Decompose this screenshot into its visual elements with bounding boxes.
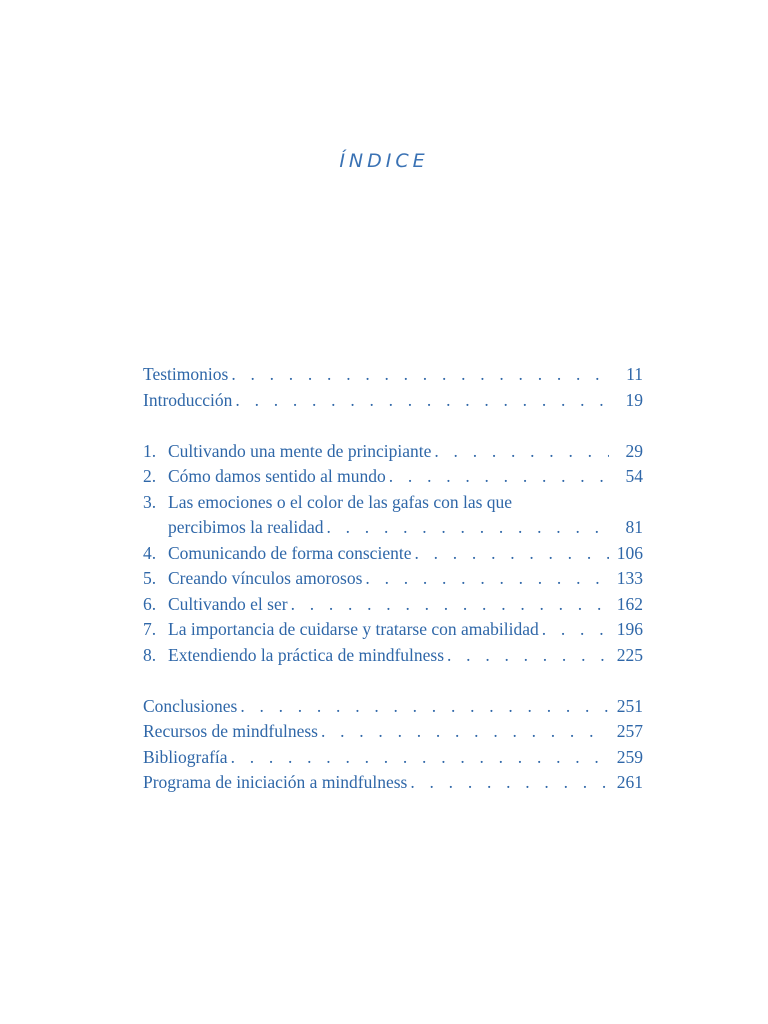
- toc-entry-title: Comunicando de forma consciente: [168, 542, 412, 563]
- toc-entry-testimonios[interactable]: [143, 362, 643, 388]
- chapter-number: 8.: [143, 644, 157, 665]
- toc-page-number: 259: [616, 746, 643, 767]
- chapter-number: 6.: [143, 593, 157, 614]
- toc-entry-title: Programa de iniciación a mindfulness: [143, 772, 408, 792]
- dot-leader: [327, 515, 610, 541]
- toc-page-number: 257: [616, 721, 643, 741]
- dot-leader: [542, 617, 609, 643]
- toc-entry-chapter-5[interactable]: [143, 566, 643, 592]
- toc-entry-line: [143, 490, 643, 516]
- chapter-number: 2.: [143, 466, 157, 486]
- dot-leader: [291, 592, 609, 618]
- toc-entry-title: Cultivando una mente de principiante: [168, 440, 432, 461]
- dot-leader: [410, 770, 609, 796]
- toc-entry-title: Testimonios: [143, 364, 229, 384]
- toc-page-number: 19: [625, 389, 643, 410]
- toc-entry-title: Recursos de mindfulness: [143, 721, 318, 741]
- chapter-number: 7.: [143, 619, 157, 639]
- toc-page-number: 133: [616, 568, 643, 588]
- toc-page-number: 261: [616, 772, 643, 792]
- toc-entry-conclusiones[interactable]: [143, 694, 643, 720]
- toc-entry-introduccion[interactable]: [143, 388, 643, 414]
- toc-page-number: 196: [616, 619, 643, 639]
- toc-entry-title: Creando vínculos amorosos: [168, 568, 363, 588]
- chapter-list: [143, 439, 643, 669]
- toc-page-number: 81: [625, 517, 643, 537]
- dot-leader: [389, 464, 609, 490]
- dot-leader: [231, 362, 609, 388]
- chapter-number: 1.: [143, 440, 157, 461]
- toc-entry-chapter-2[interactable]: [143, 464, 643, 490]
- toc-entry-title: Conclusiones: [143, 695, 238, 716]
- front-matter-list: [143, 362, 643, 413]
- toc-page-number: 106: [616, 542, 643, 563]
- dot-leader: [414, 541, 609, 567]
- toc-page-number: 54: [625, 466, 643, 486]
- toc-entry-programa[interactable]: [143, 770, 643, 796]
- toc-entry-bibliografia[interactable]: [143, 745, 643, 771]
- back-matter-list: [143, 694, 643, 796]
- toc-entry-title: Cómo damos sentido al mundo: [168, 466, 386, 486]
- dot-leader: [447, 643, 609, 669]
- chapter-number: 4.: [143, 542, 157, 563]
- page-title: ÍNDICE: [339, 150, 429, 172]
- dot-leader: [231, 745, 609, 771]
- toc-entry-title: La importancia de cuidarse y tratarse con amabilidad: [168, 619, 539, 639]
- toc-entry-title-continued: percibimos la realidad: [168, 517, 324, 537]
- toc-entry-title: Bibliografía: [143, 746, 228, 767]
- toc-page-number: 29: [625, 440, 643, 461]
- table-of-contents: [143, 362, 643, 796]
- toc-page-number: 225: [616, 644, 643, 665]
- toc-entry-chapter-3[interactable]: [143, 490, 643, 541]
- chapter-number: 5.: [143, 568, 157, 588]
- toc-entry-title: Extendiendo la práctica de mindfulness: [168, 644, 445, 665]
- toc-entry-chapter-8[interactable]: [143, 643, 643, 669]
- toc-page-number: 11: [626, 364, 643, 384]
- toc-entry-recursos[interactable]: [143, 719, 643, 745]
- toc-entry-chapter-7[interactable]: [143, 617, 643, 643]
- toc-entry-chapter-4[interactable]: [143, 541, 643, 567]
- toc-entry-chapter-1[interactable]: [143, 439, 643, 465]
- toc-page-number: 162: [616, 593, 643, 614]
- toc-entry-line: [143, 515, 643, 541]
- chapter-number: 3.: [143, 491, 157, 512]
- dot-leader: [365, 566, 609, 592]
- dot-leader: [240, 694, 609, 720]
- dot-leader: [434, 439, 609, 465]
- toc-entry-title: Las emociones o el color de las gafas con las que: [168, 491, 513, 512]
- toc-entry-title: Introducción: [143, 389, 233, 410]
- toc-page-number: 251: [616, 695, 643, 716]
- dot-leader: [235, 388, 609, 414]
- toc-entry-chapter-6[interactable]: [143, 592, 643, 618]
- dot-leader: [321, 719, 609, 745]
- toc-entry-title: Cultivando el ser: [168, 593, 288, 614]
